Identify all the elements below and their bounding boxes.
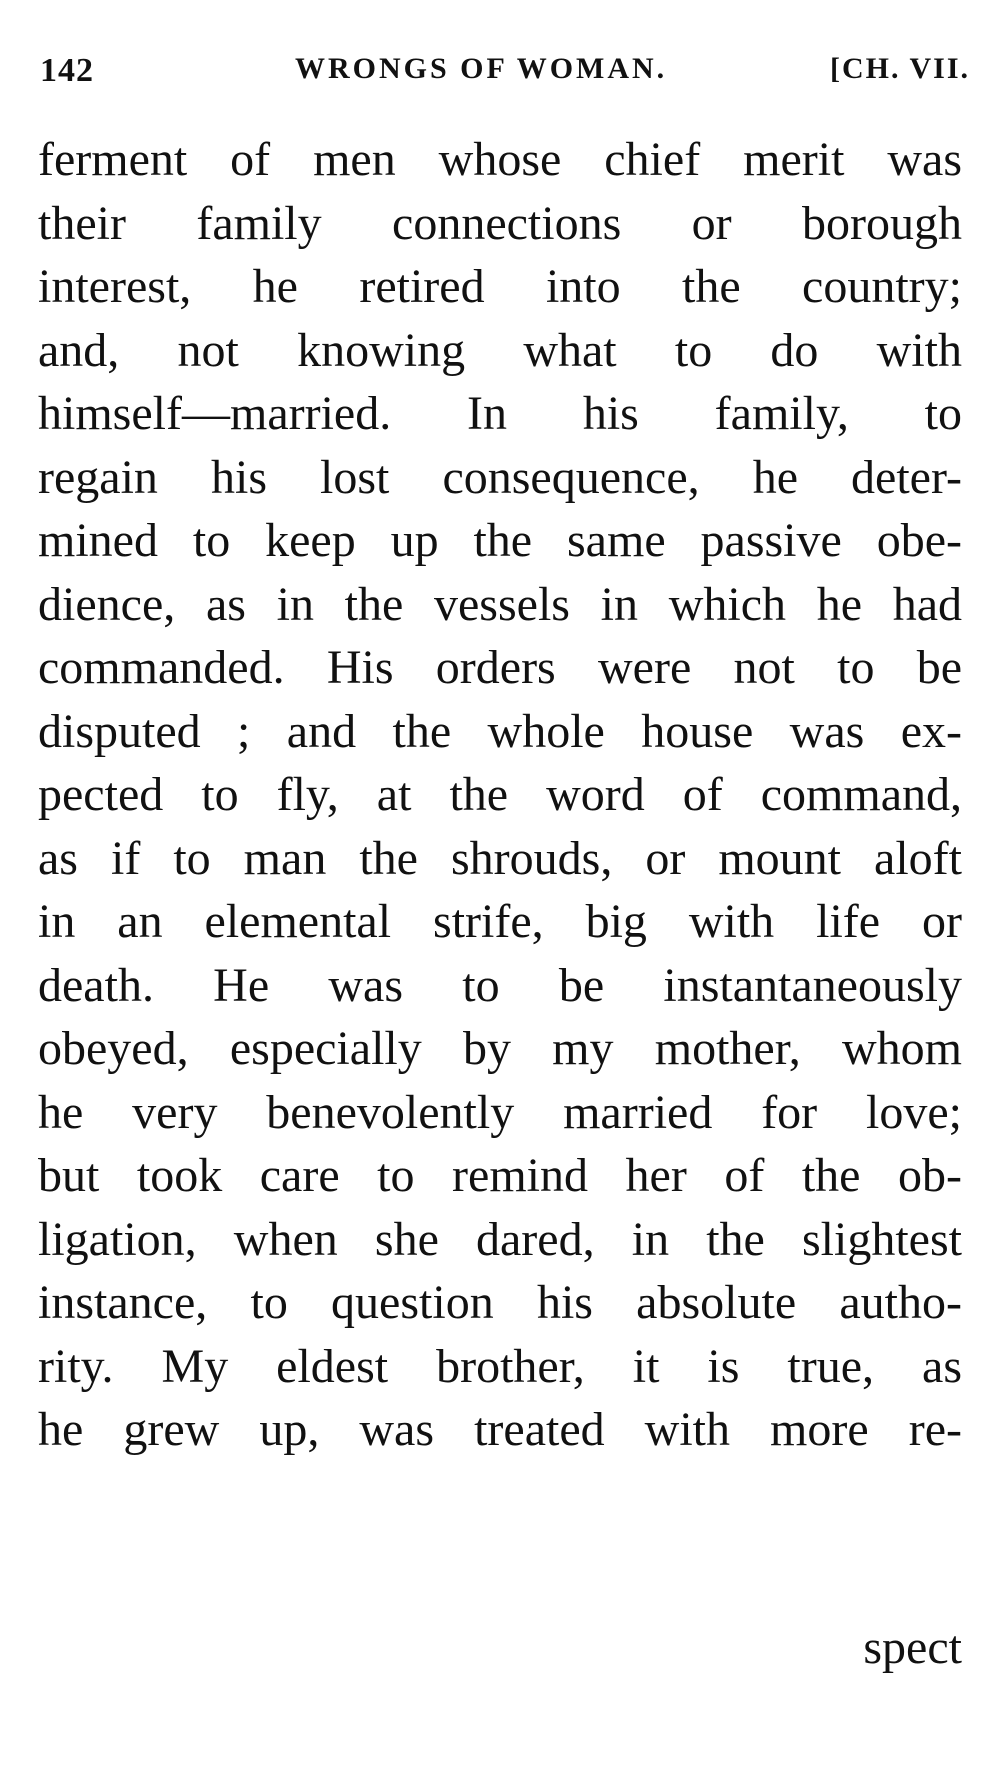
text-line: himself—married. In his family, to bbox=[38, 387, 962, 440]
text-line: commanded. His orders were not to be bbox=[38, 641, 962, 694]
text-line: disputed ; and the whole house was ex- bbox=[38, 704, 962, 758]
running-head bbox=[40, 52, 970, 102]
text-line: in an elemental strife, big with life or bbox=[38, 895, 962, 948]
text-line: interest, he retired into the country; bbox=[38, 260, 962, 313]
text-line: their family connections or borough bbox=[38, 196, 962, 250]
running-title: WRONGS OF WOMAN. bbox=[295, 52, 668, 85]
text-line: dience, as in the vessels in which he had bbox=[38, 577, 962, 631]
text-line: rity. My eldest brother, it is true, as bbox=[38, 1339, 962, 1393]
text-line: obeyed, especially by my mother, whom bbox=[38, 1022, 962, 1075]
text-line: and, not knowing what to do with bbox=[38, 323, 962, 377]
catchword: spect bbox=[863, 1621, 962, 1674]
text-line: mined to keep up the same passive obe- bbox=[38, 514, 962, 567]
text-line: he grew up, was treated with more re- bbox=[38, 1403, 962, 1456]
text-line: pected to fly, at the word of command, bbox=[38, 768, 962, 821]
body-text bbox=[38, 128, 962, 1462]
page-number: 142 bbox=[40, 52, 94, 89]
text-line: he very benevolently married for love; bbox=[38, 1085, 962, 1139]
text-line: ligation, when she dared, in the slightest bbox=[38, 1212, 962, 1266]
text-line: death. He was to be instantaneously bbox=[38, 958, 962, 1012]
text-line: ferment of men whose chief merit was bbox=[38, 133, 962, 186]
text-line: instance, to question his absolute autho- bbox=[38, 1276, 962, 1329]
text-line: but took care to remind her of the ob- bbox=[38, 1149, 962, 1202]
text-line: as if to man the shrouds, or mount aloft bbox=[38, 831, 962, 885]
chapter-marker: [CH. VII. bbox=[830, 52, 970, 85]
text-line: regain his lost consequence, he deter- bbox=[38, 450, 962, 504]
